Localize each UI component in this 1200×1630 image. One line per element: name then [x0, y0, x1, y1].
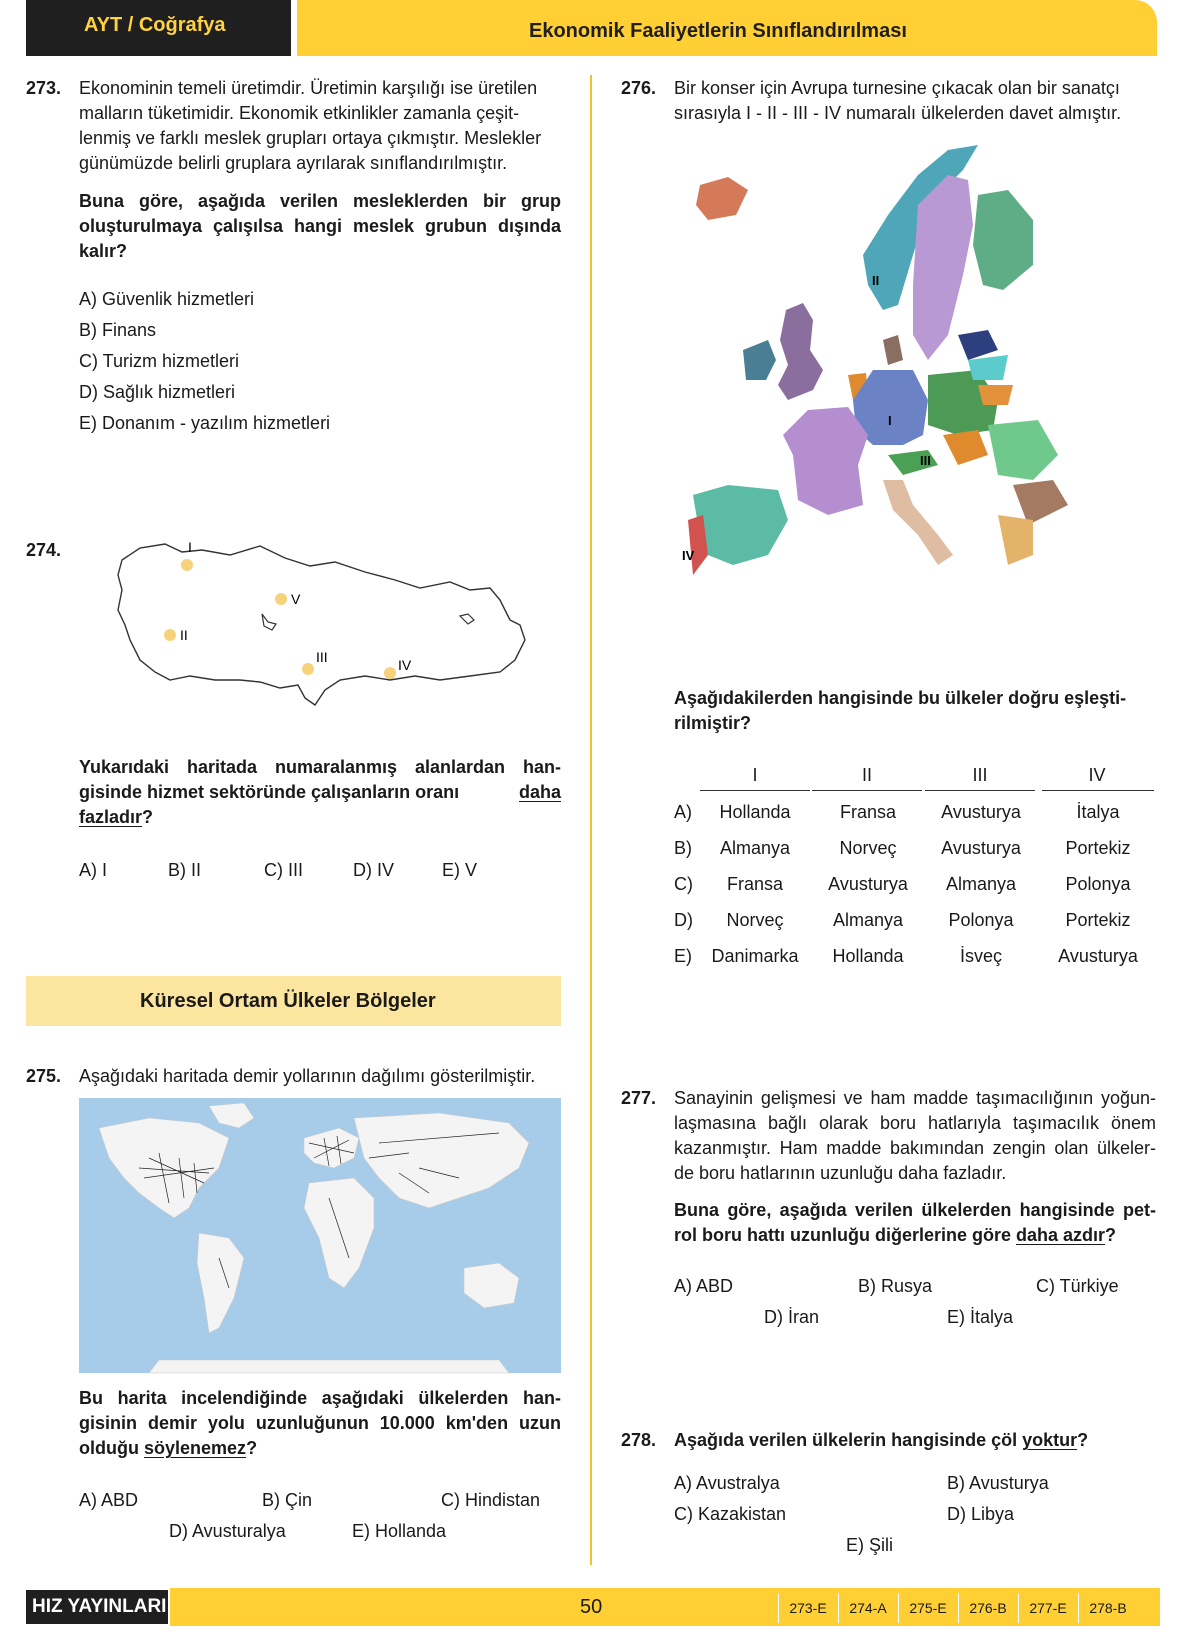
q276-option-letter[interactable]: A) [674, 802, 692, 822]
romania [1013, 480, 1068, 525]
col-rule [1042, 790, 1154, 791]
section-banner [26, 976, 561, 1026]
q276-table-cell: Avusturya [941, 802, 1021, 822]
q275-option-c[interactable]: C) Hindistan [441, 1490, 541, 1510]
answer-key: 273-E [778, 1593, 837, 1623]
q278-option-c[interactable]: C) Kazakistan [674, 1504, 787, 1524]
answer-key: 276-B [958, 1593, 1017, 1623]
ukraine [988, 420, 1058, 480]
q276-line: sırasıyla I - II - III - IV numaralı ülkelerden davet almıştır. [674, 103, 1122, 123]
q276-option-letter[interactable]: D) [674, 910, 693, 930]
subject-label: AYT / Coğrafya [84, 14, 226, 36]
turkey-outline [118, 544, 525, 705]
q275-underline: söylenemez [144, 1438, 247, 1458]
q274-number: 274. [26, 540, 62, 560]
ireland [743, 340, 776, 380]
q277-line: Sanayinin gelişmesi ve ham madde taşımacılığının yoğun- [674, 1088, 1156, 1108]
q276-option-letter[interactable]: E) [674, 946, 692, 966]
col-rule [925, 790, 1035, 791]
publisher-name: HIZ YAYINLARI [32, 1596, 167, 1617]
q276-number: 276. [621, 78, 657, 98]
label-I: I [888, 413, 892, 428]
point-V [275, 593, 287, 605]
great-britain [778, 303, 823, 400]
q275-question-line: gisinin demir yolu uzunluğunun 10.000 km'den uzun [79, 1413, 561, 1433]
q274-underline-daha: daha [518, 782, 561, 802]
q276-table-cell: Danimarka [711, 946, 799, 966]
q274-question-line2 [79, 780, 561, 805]
q274-underline-fazladir: fazladır [79, 807, 143, 827]
col-header-4: IV [1088, 765, 1106, 785]
label-IV: IV [682, 548, 695, 563]
q273-line: lenmiş ve farklı meslek grupları ortaya çıkmıştır. Meslekler [79, 128, 542, 148]
q276-question-line: rilmiştir? [674, 713, 752, 733]
q275-number: 275. [26, 1066, 62, 1086]
section-title: Küresel Ortam Ülkeler Bölgeler [140, 990, 436, 1012]
q276-option-letter[interactable]: B) [674, 838, 692, 858]
q277-line: de boru hatlarının uzunluğu daha fazladır. [674, 1163, 1007, 1183]
q276-line: Bir konser için Avrupa turnesine çıkacak olan bir sanatçı [674, 78, 1120, 98]
q275-intro: Aşağıdaki haritada demir yollarının dağılımı gösterilmiştir. [79, 1066, 536, 1086]
q276-question [674, 686, 1156, 736]
label-III: III [316, 649, 328, 665]
topic-header [297, 0, 1157, 56]
q275-option-d[interactable]: D) Avusturalya [169, 1521, 286, 1541]
q273-line: malların tüketimidir. Ekonomik etkinlikler zamanla çeşit- [79, 103, 520, 123]
q277-text [674, 1086, 1156, 1186]
turkey-map [110, 530, 540, 730]
q276-table-cell: Portekiz [1065, 838, 1131, 858]
col-header-2: II [861, 765, 872, 785]
q274-option-a[interactable]: A) I [79, 860, 108, 880]
q278-number: 278. [621, 1430, 657, 1450]
col-rule [812, 790, 922, 791]
answer-key: 274-A [838, 1593, 897, 1623]
q277-option-d[interactable]: D) İran [764, 1307, 820, 1327]
column-divider [590, 75, 592, 1565]
answer-key: 278-B [1078, 1593, 1137, 1623]
sweden [913, 175, 973, 360]
q273-question-line: kalır? [79, 241, 128, 261]
q274-question [79, 755, 561, 830]
antarctica [149, 1360, 509, 1373]
col-header-1: I [752, 765, 758, 785]
q275-question-line: Bu harita incelendiğinde aşağıdaki ülkelerden han- [79, 1388, 561, 1408]
q273-option-a[interactable]: A) Güvenlik hizmetleri [79, 289, 255, 309]
label-II: II [180, 627, 188, 643]
q278-option-a[interactable]: A) Avustralya [674, 1473, 780, 1493]
q274-option-e[interactable]: E) V [442, 860, 478, 880]
q277-option-e[interactable]: E) İtalya [947, 1307, 1014, 1327]
q278-option-b[interactable]: B) Avusturya [947, 1473, 1049, 1493]
q278-question-text: Aşağıda verilen ülkelerin hangisinde çöl [674, 1430, 1018, 1450]
q275-question [79, 1386, 561, 1461]
q274-option-b[interactable]: B) II [168, 860, 202, 880]
point-II [164, 629, 176, 641]
iceland [696, 177, 748, 220]
page-number: 50 [580, 1596, 603, 1618]
latvia [968, 355, 1008, 380]
q276-table-cell: Avusturya [1058, 946, 1138, 966]
lithuania [978, 385, 1013, 405]
q276-table-cell: Almanya [945, 874, 1017, 894]
q277-number: 277. [621, 1088, 657, 1108]
q276-table-cell: Polonya [948, 910, 1014, 930]
q276-table-cell: Norveç [839, 838, 897, 858]
france [783, 407, 868, 515]
czechia [943, 430, 988, 465]
label-IV: IV [398, 657, 412, 673]
q274-option-d[interactable]: D) IV [353, 860, 395, 880]
q278-question-mark: ? [1077, 1430, 1089, 1450]
col-rule [700, 790, 810, 791]
q276-text [674, 76, 1156, 126]
q275-option-b[interactable]: B) Çin [262, 1490, 313, 1510]
q276-table-cell: Portekiz [1065, 910, 1131, 930]
q273-text [79, 76, 561, 176]
label-V: V [291, 591, 301, 607]
q276-table-cell: Almanya [832, 910, 904, 930]
q273-option-b[interactable]: B) Finans [79, 320, 157, 340]
world-railway-map [79, 1098, 561, 1373]
label-I: I [188, 539, 192, 555]
answer-key: 277-E [1018, 1593, 1077, 1623]
topic-title: Ekonomik Faaliyetlerin Sınıflandırılması [529, 20, 907, 42]
q276-option-letter[interactable]: C) [674, 874, 693, 894]
q276-table-cell: Norveç [726, 910, 784, 930]
q277-question-line2 [674, 1223, 1156, 1248]
q273-line: Ekonominin temeli üretimdir. Üretimin karşılığı ise üretilen [79, 78, 538, 98]
q273-number: 273. [26, 78, 62, 98]
q278-underline: yoktur [1022, 1430, 1078, 1450]
label-III: III [920, 453, 931, 468]
q273-question-line: Buna göre, aşağıda verilen mesleklerden bir grup [79, 191, 561, 211]
q275-question-text: olduğu [79, 1438, 139, 1458]
q276-table-cell: Fransa [839, 802, 897, 822]
point-I [181, 559, 193, 571]
q273-question-line: oluşturulmaya çalışılsa hangi meslek grubun dışında [79, 216, 561, 236]
q276-table-cell: Fransa [726, 874, 784, 894]
q276-table-cell: Polonya [1065, 874, 1131, 894]
q273-line: günümüzde belirli gruplara ayrılarak sınıflandırılmıştır. [79, 153, 508, 173]
q275-option-a[interactable]: A) ABD [79, 1490, 139, 1510]
q276-question-line: Aşağıdakilerden hangisinde bu ülkeler doğru eşleşti- [674, 688, 1127, 708]
q277-line: laşmasına bağlı olarak boru hatlarıyla taşımacılık önem [674, 1113, 1156, 1133]
europe-map [682, 135, 1148, 635]
label-II: II [872, 273, 880, 288]
q278-option-e[interactable]: E) Şili [846, 1535, 894, 1555]
q275-question-mark: ? [246, 1438, 258, 1458]
q276-table-cell: Hollanda [832, 946, 904, 966]
denmark [883, 335, 903, 365]
q277-question-mark: ? [1105, 1225, 1117, 1245]
point-III [302, 663, 314, 675]
q276-table-cell: İsveç [959, 946, 1002, 966]
q275-question-line3 [79, 1436, 561, 1461]
estonia [958, 330, 998, 360]
q275-option-e[interactable]: E) Hollanda [352, 1521, 447, 1541]
answer-key: 275-E [898, 1593, 957, 1623]
q274-question-text: gisinde hizmet sektöründe çalışanların oranı [79, 782, 460, 802]
q274-question-line: Yukarıdaki haritada numaralanmış alanlardan han- [79, 757, 561, 777]
q277-option-a[interactable]: A) ABD [674, 1276, 734, 1296]
q277-question-line: Buna göre, aşağıda verilen ülkelerden hangisinde pet- [674, 1200, 1156, 1220]
q274-question-line3 [79, 805, 561, 830]
col-header-3: III [972, 765, 988, 785]
q278-option-d[interactable]: D) Libya [947, 1504, 1015, 1524]
q277-question-text: rol boru hattı uzunluğu diğerlerine göre [674, 1225, 1011, 1245]
q273-question [79, 189, 561, 264]
q276-table-cell: Almanya [719, 838, 791, 858]
q277-line: kazanmıştır. Ham madde bakımından zengin olan ülkeler- [674, 1138, 1156, 1158]
italy [883, 480, 953, 565]
publisher-logo [26, 1590, 168, 1624]
q276-table-cell: Hollanda [719, 802, 791, 822]
finland [973, 190, 1033, 290]
q273-option-d[interactable]: D) Sağlık hizmetleri [79, 382, 236, 402]
q278-question [674, 1428, 1088, 1453]
greece [998, 515, 1033, 565]
q276-table-cell: Avusturya [941, 838, 1021, 858]
q276-table-cell: Avusturya [828, 874, 908, 894]
q274-question-mark: ? [142, 807, 154, 827]
q274-option-c[interactable]: C) III [264, 860, 303, 880]
q273-option-e[interactable]: E) Donanım - yazılım hizmetleri [79, 413, 331, 433]
q277-underline: daha azdır [1016, 1225, 1106, 1245]
q276-table-cell: İtalya [1076, 802, 1120, 822]
subject-tab [26, 0, 291, 56]
q273-option-c[interactable]: C) Turizm hizmetleri [79, 351, 240, 371]
q277-question [674, 1198, 1156, 1248]
point-IV [384, 667, 396, 679]
q277-option-c[interactable]: C) Türkiye [1036, 1276, 1119, 1296]
q277-option-b[interactable]: B) Rusya [858, 1276, 933, 1296]
